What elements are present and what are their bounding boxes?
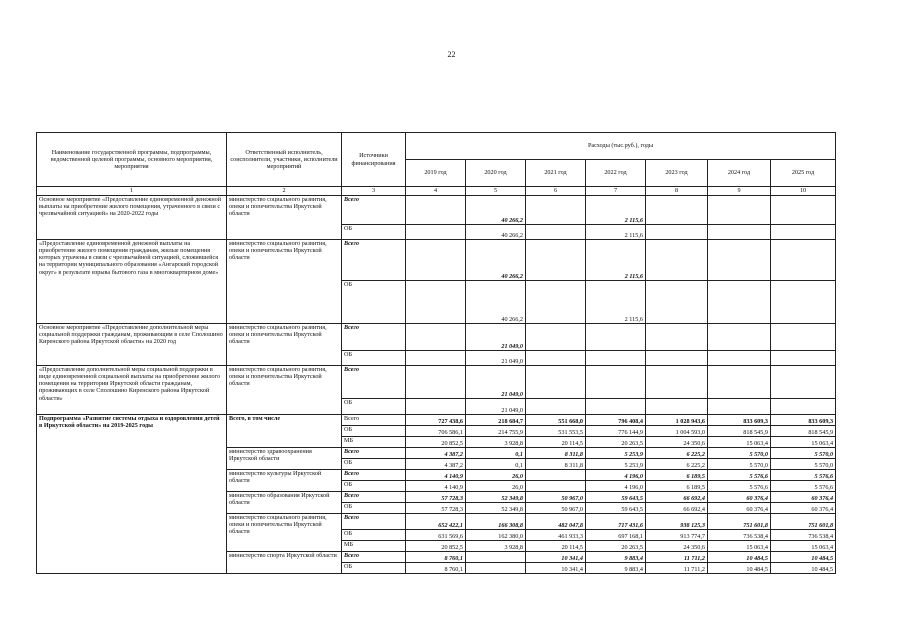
value-cell: 40 266,2 [466, 281, 526, 324]
value-cell [526, 399, 586, 415]
value-cell [771, 196, 836, 225]
row-name: «Предоставление дополнительной меры социальной поддержки в виде единовременной социальной выплаты на приобретение жилого помещения на территории Иркутской области гражданам, проживающих в селе Сполошино Киренского района Иркутской области» [37, 366, 227, 415]
value-cell: 938 125,3 [646, 514, 708, 530]
value-cell: 10 484,5 [708, 552, 771, 563]
source-cell: ОБ [342, 399, 406, 415]
row-name: Основное мероприятие «Предоставление единовременной денежной выплаты на приобретение жилого помещения, утраченного в связи с чрезвычайной ситуацией» на 2020-2022 годы [37, 196, 227, 240]
value-cell [526, 225, 586, 240]
value-cell: 66 692,4 [646, 492, 708, 503]
value-cell: 11 711,2 [646, 563, 708, 574]
value-cell: 9 883,4 [586, 552, 646, 563]
value-cell: 0,1 [466, 459, 526, 470]
value-cell: 50 967,0 [526, 503, 586, 514]
group-executor: министерство спорта Иркутской области [227, 552, 342, 574]
value-cell: 50 967,0 [526, 492, 586, 503]
source-cell: Всего [342, 196, 406, 225]
value-cell: 15 063,4 [708, 541, 771, 552]
value-cell: 10 484,5 [771, 552, 836, 563]
value-cell: 15 063,4 [708, 437, 771, 448]
value-cell: 20 114,5 [526, 541, 586, 552]
value-cell [526, 481, 586, 492]
value-cell: 26,0 [466, 481, 526, 492]
value-cell: 4 196,0 [586, 470, 646, 481]
source-cell: ОБ [342, 426, 406, 437]
value-cell [708, 281, 771, 324]
value-cell: 11 711,2 [646, 552, 708, 563]
value-cell: 913 774,7 [646, 530, 708, 541]
value-cell [771, 240, 836, 281]
value-cell: 5 253,9 [586, 448, 646, 459]
value-cell: 697 168,1 [586, 530, 646, 541]
value-cell [526, 281, 586, 324]
value-cell: 736 538,4 [771, 530, 836, 541]
value-cell [526, 324, 586, 351]
value-cell: 40 266,2 [466, 225, 526, 240]
value-cell: 751 601,8 [771, 514, 836, 530]
value-cell: 5 576,6 [771, 481, 836, 492]
value-cell: 4 140,9 [406, 470, 466, 481]
value-cell: 60 376,4 [708, 503, 771, 514]
source-cell: ОБ [342, 351, 406, 366]
group-executor: министерство образования Иркутской области [227, 492, 342, 514]
value-cell: 40 266,2 [466, 196, 526, 225]
group-executor: министерство культуры Иркутской области [227, 470, 342, 492]
value-cell [771, 225, 836, 240]
value-cell [466, 563, 526, 574]
value-cell: 6 225,2 [646, 448, 708, 459]
value-cell: 162 380,0 [466, 530, 526, 541]
value-cell [406, 240, 466, 281]
value-cell [646, 281, 708, 324]
header-name: Наименование государственной программы, подпрограммы, ведомственной целевой программы, основного мероприятия, мероприятия [37, 133, 227, 187]
value-cell [586, 366, 646, 399]
column-number: 6 [526, 187, 586, 196]
value-cell: 2 115,6 [586, 240, 646, 281]
source-cell: Всего [342, 492, 406, 503]
column-number: 2 [227, 187, 342, 196]
header-year: 2024 год [708, 160, 771, 187]
value-cell: 5 570,0 [708, 459, 771, 470]
value-cell: 482 047,8 [526, 514, 586, 530]
value-cell: 20 263,5 [586, 541, 646, 552]
value-cell: 21 049,0 [466, 366, 526, 399]
value-cell: 57 728,3 [406, 492, 466, 503]
header-expenses: Расходы (тыс.руб.), годы [406, 133, 836, 160]
value-cell: 10 341,4 [526, 552, 586, 563]
value-cell [771, 324, 836, 351]
value-cell: 652 422,1 [406, 514, 466, 530]
value-cell: 5 576,6 [708, 470, 771, 481]
value-cell: 727 438,6 [406, 415, 466, 426]
column-number: 9 [708, 187, 771, 196]
value-cell [708, 324, 771, 351]
value-cell: 21 049,0 [466, 324, 526, 351]
source-cell: МБ [342, 437, 406, 448]
source-cell: Всего [342, 552, 406, 563]
value-cell [406, 351, 466, 366]
value-cell: 52 349,8 [466, 503, 526, 514]
value-cell: 21 049,0 [466, 351, 526, 366]
value-cell: 1 028 943,6 [646, 415, 708, 426]
value-cell: 5 570,0 [771, 448, 836, 459]
value-cell: 551 668,0 [526, 415, 586, 426]
column-number: 5 [466, 187, 526, 196]
header-year: 2025 год [771, 160, 836, 187]
value-cell: 4 140,9 [406, 481, 466, 492]
value-cell: 6 189,5 [646, 470, 708, 481]
column-number: 7 [586, 187, 646, 196]
value-cell [646, 196, 708, 225]
value-cell [466, 552, 526, 563]
header-year: 2022 год [586, 160, 646, 187]
value-cell: 6 225,2 [646, 459, 708, 470]
source-cell: Всего [342, 366, 406, 399]
value-cell: 833 609,3 [771, 415, 836, 426]
value-cell [708, 351, 771, 366]
row-name: «Предоставление единовременной денежной выплаты на приобретение жилого помещения гражданам, жилые помещения которых утрачены в связи с чрезвычайной ситуацией, сложившейся на территории муниципального образования «Ангарский городской округ» в результате взрыва бытового газа в многоквартирном доме» [37, 240, 227, 324]
value-cell [708, 366, 771, 399]
subprogram-name: Подпрограмма «Развитие системы отдыха и оздоровления детей в Иркутской области» на 2019-2025 годы [37, 415, 227, 574]
value-cell: 218 684,7 [466, 415, 526, 426]
value-cell [526, 240, 586, 281]
value-cell: 5 570,0 [708, 448, 771, 459]
value-cell: 796 408,4 [586, 415, 646, 426]
budget-table [36, 132, 836, 574]
header-year: 2021 год [526, 160, 586, 187]
value-cell: 15 063,4 [771, 541, 836, 552]
value-cell: 60 376,4 [708, 492, 771, 503]
value-cell: 24 350,6 [646, 541, 708, 552]
source-cell: ОБ [342, 459, 406, 470]
value-cell: 8 760,1 [406, 563, 466, 574]
header-year: 2023 год [646, 160, 708, 187]
source-cell: Всего [342, 415, 406, 426]
row-executor: министерство социального развития, опеки и попечительства Иркутской области [227, 324, 342, 366]
value-cell [586, 351, 646, 366]
value-cell: 5 570,0 [771, 459, 836, 470]
source-cell: ОБ [342, 530, 406, 541]
source-cell: Всего [342, 514, 406, 530]
value-cell [646, 240, 708, 281]
value-cell [406, 324, 466, 351]
value-cell: 214 755,9 [466, 426, 526, 437]
value-cell [708, 196, 771, 225]
value-cell: 818 545,9 [708, 426, 771, 437]
value-cell [771, 351, 836, 366]
value-cell [406, 399, 466, 415]
group-executor: министерство здравоохранения Иркутской области [227, 448, 342, 470]
page-number: 22 [447, 50, 456, 59]
value-cell: 833 609,3 [708, 415, 771, 426]
value-cell: 8 760,1 [406, 552, 466, 563]
value-cell: 2 115,6 [586, 281, 646, 324]
value-cell [586, 324, 646, 351]
value-cell: 166 308,8 [466, 514, 526, 530]
value-cell: 6 189,5 [646, 481, 708, 492]
value-cell [646, 225, 708, 240]
value-cell [526, 366, 586, 399]
value-cell: 631 569,6 [406, 530, 466, 541]
value-cell: 751 601,8 [708, 514, 771, 530]
value-cell [646, 324, 708, 351]
header-source: Источники финансирования [342, 133, 406, 187]
header-year: 2019 год [406, 160, 466, 187]
header-executor: Ответственный исполнитель, соисполнители, участники, исполнители мероприятий [227, 133, 342, 187]
value-cell: 60 376,4 [771, 503, 836, 514]
source-cell: ОБ [342, 563, 406, 574]
value-cell: 66 692,4 [646, 503, 708, 514]
source-cell: ОБ [342, 281, 406, 324]
value-cell: 5 576,6 [771, 470, 836, 481]
value-cell [526, 196, 586, 225]
value-cell: 736 538,4 [708, 530, 771, 541]
value-cell: 706 586,1 [406, 426, 466, 437]
value-cell [771, 399, 836, 415]
value-cell [708, 399, 771, 415]
column-number: 8 [646, 187, 708, 196]
value-cell: 4 196,0 [586, 481, 646, 492]
value-cell: 60 376,4 [771, 492, 836, 503]
value-cell: 57 728,3 [406, 503, 466, 514]
source-cell: ОБ [342, 503, 406, 514]
column-number: 4 [406, 187, 466, 196]
source-cell: Всего [342, 470, 406, 481]
row-executor: министерство социального развития, опеки и попечительства Иркутской области [227, 196, 342, 240]
value-cell: 717 431,6 [586, 514, 646, 530]
value-cell: 15 063,4 [771, 437, 836, 448]
value-cell: 3 928,8 [466, 437, 526, 448]
value-cell [586, 399, 646, 415]
value-cell: 20 263,5 [586, 437, 646, 448]
source-cell: Всего [342, 448, 406, 459]
value-cell: 4 387,2 [406, 459, 466, 470]
value-cell [406, 366, 466, 399]
source-cell: ОБ [342, 481, 406, 492]
value-cell: 24 350,6 [646, 437, 708, 448]
value-cell: 0,1 [466, 448, 526, 459]
value-cell: 8 311,8 [526, 459, 586, 470]
value-cell: 3 928,8 [466, 541, 526, 552]
row-executor: министерство социального развития, опеки и попечительства Иркутской области [227, 240, 342, 324]
value-cell [526, 351, 586, 366]
value-cell: 40 266,2 [466, 240, 526, 281]
row-name: Основное мероприятие «Предоставление дополнительной меры социальной поддержки гражданам, проживающим в селе Сполошино Киренского района Иркутской области» на 2020 год [37, 324, 227, 366]
value-cell: 10 484,5 [708, 563, 771, 574]
value-cell: 20 852,5 [406, 437, 466, 448]
value-cell [406, 225, 466, 240]
value-cell: 818 545,9 [771, 426, 836, 437]
value-cell: 8 311,8 [526, 448, 586, 459]
value-cell [771, 366, 836, 399]
group-executor: Всего, в том числе [227, 415, 342, 448]
value-cell: 10 484,5 [771, 563, 836, 574]
value-cell [646, 351, 708, 366]
value-cell: 9 883,4 [586, 563, 646, 574]
column-number: 1 [37, 187, 227, 196]
value-cell: 59 643,5 [586, 492, 646, 503]
value-cell: 52 349,8 [466, 492, 526, 503]
value-cell [708, 240, 771, 281]
value-cell: 2 115,6 [586, 196, 646, 225]
source-cell: Всего [342, 324, 406, 351]
value-cell: 26,0 [466, 470, 526, 481]
value-cell [526, 470, 586, 481]
value-cell: 4 387,2 [406, 448, 466, 459]
value-cell [406, 281, 466, 324]
value-cell [708, 225, 771, 240]
group-executor: министерство социального развития, опеки и попечительства Иркутской области [227, 514, 342, 552]
value-cell [646, 366, 708, 399]
column-number: 10 [771, 187, 836, 196]
value-cell: 531 553,5 [526, 426, 586, 437]
value-cell [646, 399, 708, 415]
value-cell [406, 196, 466, 225]
source-cell: ОБ [342, 225, 406, 240]
source-cell: МБ [342, 541, 406, 552]
column-number: 3 [342, 187, 406, 196]
value-cell: 5 253,9 [586, 459, 646, 470]
value-cell: 10 341,4 [526, 563, 586, 574]
value-cell: 2 115,6 [586, 225, 646, 240]
value-cell: 21 049,0 [466, 399, 526, 415]
value-cell [771, 281, 836, 324]
value-cell: 5 576,6 [708, 481, 771, 492]
value-cell: 59 643,5 [586, 503, 646, 514]
value-cell: 461 933,3 [526, 530, 586, 541]
value-cell: 20 852,5 [406, 541, 466, 552]
row-executor: министерство социального развития, опеки и попечительства Иркутской области [227, 366, 342, 415]
source-cell: Всего [342, 240, 406, 281]
header-year: 2020 год [466, 160, 526, 187]
value-cell: 776 144,9 [586, 426, 646, 437]
value-cell: 20 114,5 [526, 437, 586, 448]
value-cell: 1 004 593,0 [646, 426, 708, 437]
